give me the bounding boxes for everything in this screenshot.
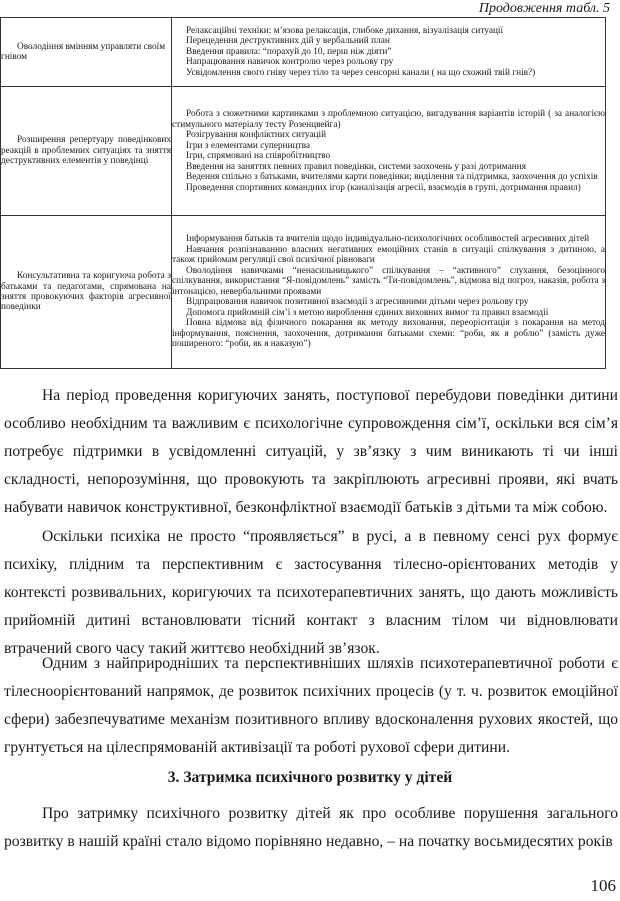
method-line: Відпрацювання навичок позитивної взаємодії з агресивними дітьми через рольову гру [186,297,529,308]
paragraph-text: На період проведення коригуючих занять, поступової перебудови поведінки дитини особливо необхідним та важливим є психологічне супровождення сім’ї, оскільки вся сім’я потребує підтримки в усвідомленні ситуацій, у зв’язку з чим виникають ті чи інші складності, непорозуміння, що провокують та закріплюють агресивні прояви, які вчать набувати навичок конструктивної, безконфліктної взаємодії батьків з дітьми та між собою. [4,387,618,517]
table-row [1,216,606,369]
table-row [1,87,606,216]
method-line: Усвідомлення свого гніву через тіло та через сенсорні канали ( на що схожий твій гнів?) [186,67,536,78]
body-paragraph [4,650,618,762]
section-heading: 3. Затримка психічного розвитку у дітей [167,769,453,786]
method-line: Оволодіння навичками “ненасильницького” спілкування – “активного” слухання, безоцінного спілкування, використання “Я-повідомлень” замість “Ти-повідомлень”, відмова від погроз, наказів, робота з інтонацією, невербальними проявами [172,265,605,297]
program-table [0,17,606,369]
table-cell-methods [172,216,606,369]
goal-text: Розширення репертуару поведінкових реакцій в проблемних ситуаціях та зняття деструктивних елементів у поведінці [1,135,171,167]
page-number: 106 [590,876,616,895]
method-line: Інформування батьків та вчителів щодо індивідуально-психологічних особливостей агресивних дітей [186,234,590,245]
table-cell-methods [172,18,606,87]
paragraph-text: Оскільки психіка не просто “проявляється” в русі, а в певному сенсі рух формує психіку, плідним та перспективним є застосування тілесно-орієнтованих методів у контексті розвивальних, коригуючих та психотерапевтичних занять, що дають можливість прийомній дитині встановлювати тісний контакт з власним тілом чи відновлювати втрачений свого часу такий життєво необхідний зв’язок. [4,528,618,658]
method-line: Допомога прийомній сім’ї з метою вироблення єдиних виховних вимог та правил взаємодії [186,307,549,318]
method-line: Розігрування конфліктних ситуацій [186,130,327,140]
method-line: Ігри, спрямовані на співробітництво [186,151,331,161]
body-paragraph [4,382,618,522]
table-cell-goal [1,216,172,369]
method-line: Робота з сюжетними картинками з проблемною ситуацією, вигадування варіантів історій ( за аналогією стимульного матеріалу тесту Розенцвейга) [172,109,605,130]
method-line: Напрацювання навичок контролю через рольову гру [186,57,394,68]
table-cell-goal [1,18,172,87]
method-line: Ведення спільно з батьками, вчителями карти поведінки; виділення та підтримка, заохочення до успіхів [186,172,598,182]
paragraph-text: Про затримку психічного розвитку дітей як про особливе порушення загального розвитку в нашій країні стало відомо порівняно недавно, – на початку восьмидесятих років [4,805,618,851]
method-line: Введення правила: “порахуй до 10, перш ніж діяти” [186,46,392,57]
method-line: Ігри з елементами суперництва [186,140,311,151]
method-line: Введення на заняттях певних правил поведінки, системи заохочень у разі дотримання [186,161,526,172]
method-line: Навчання розпізнаванню власних негативних емоційних станів в ситуації спілкування з дитиною, а також прийомам регуляції свої психічної рівноваги [172,244,605,266]
method-line: Релаксаційні техніки: м’язова релаксація, глибоке дихання, візуалізація ситуації [186,25,504,36]
table-cell-goal [1,87,172,216]
table-row [1,18,606,87]
method-line: Повна відмова від фізичного покарання як методу виховання, переорієнтація з покарання на метод інформування, пояснення, заохочення, дотримання батьками схеми: “роби, як я роблю” (замість дуже поширеного: “роби, як я наказую”) [172,318,605,350]
method-line: Проведення спортивних командних ігор (каналізація агресії, взаємодія в групі, дотримання правил) [186,182,581,193]
method-line: Перецедення деструктивних дій у вербальний план [186,36,390,47]
paragraph-text: Одним з найприродніших та перспективніших шляхів психотерапевтичної роботи є тілесноорієнтований напрямок, де розвиток психічних процесів (у т. ч. розвиток емоційної сфери) забезпечуватиме механізм позитивного впливу вдосконалення рухових якостей, що грунтується на цілеспрямованій активізації та роботі рухової сфери дитини. [4,655,618,757]
table-cell-methods [172,87,606,216]
table-continuation-label: Продовження табл. 5 [478,1,610,16]
body-paragraph [4,800,618,856]
body-paragraph [4,523,618,663]
goal-text: Консультативна та коригуюча робота з батьками та педагогами, спрямована на зняття провокуючих факторів агресивної поведінки [1,271,171,313]
goal-text: Оволодіння вмінням управляти своїм гнівом [1,41,166,62]
